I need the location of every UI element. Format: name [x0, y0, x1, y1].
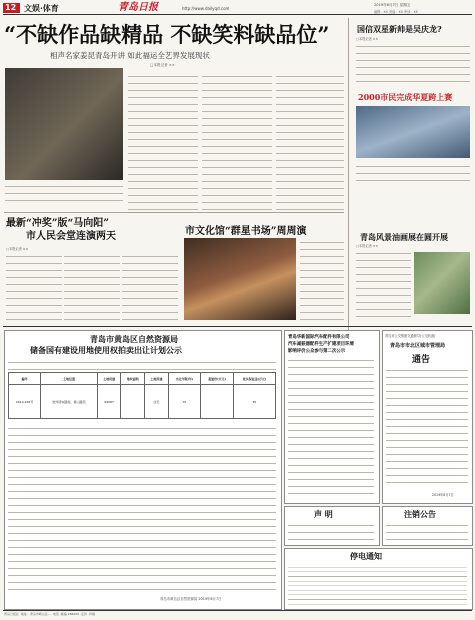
footer-rule — [3, 610, 472, 611]
right-top-title: 国信双星新帅是吴庆龙? — [357, 24, 442, 34]
main-subtitle: 相声名家姜昆青岛开讲 如此福运全艺界发展现状 — [50, 51, 210, 60]
table-header: 地块面积 — [121, 373, 145, 385]
right-low-text-col1 — [356, 249, 411, 319]
city-notice-org: 青岛市公交集团交通督导(公交轨道) — [385, 334, 436, 338]
power-title: 停电通知 — [350, 551, 382, 561]
right-mid-title: 2000市民完成华夏跨上赛 — [358, 92, 453, 102]
table-cell: 69087 — [97, 385, 121, 419]
table-header: 出让年限(年) — [168, 373, 201, 385]
newspaper-logo: 青岛日报 — [118, 2, 158, 13]
right-low-photo — [414, 252, 470, 314]
city-notice-date: 2019年6月7日 — [432, 493, 454, 497]
header-rule — [3, 14, 472, 15]
main-story-col3 — [276, 72, 344, 210]
table-cell: 住宅 — [145, 385, 169, 419]
table-header: 编号 — [9, 373, 41, 385]
left-story-text-col1 — [6, 252, 62, 320]
main-photo — [5, 68, 123, 180]
table-cell: 胶州湾东路南、黄山路西 — [41, 385, 98, 419]
right-mid-caption — [356, 162, 470, 186]
env-notice-body — [288, 356, 374, 498]
land-notice-line1: 青岛市黄岛区自然资源局 — [90, 334, 178, 344]
main-byline: □本报记者 ×× — [150, 63, 175, 67]
city-notice-body — [386, 366, 468, 486]
section-title: 文娱·体育 — [24, 3, 59, 13]
left-section-rule — [4, 212, 344, 213]
main-story-col2 — [202, 72, 272, 210]
env-notice-line2: 汽车减振器配件生产扩建项目环境 — [288, 342, 354, 347]
left-story-title: 最新“冲奖”版“马向阳” — [6, 218, 110, 229]
right-low-byline: □本报记者 ×× — [356, 244, 379, 248]
env-notice-line1: 青岛华新国际汽车配件有限公司 — [288, 335, 350, 340]
land-notice-table — [8, 372, 276, 419]
right-top-text — [356, 42, 470, 86]
footer-text: 青岛日报社 ·地址：青岛市崂山区… ·电话 ·邮编 266000 ·定价 ·印刷 — [4, 612, 95, 616]
right-low-title: 青岛风景油画展在圆开展 — [360, 232, 448, 242]
statement-body — [288, 521, 374, 541]
main-photo-caption — [5, 182, 123, 198]
table-cell: 2019-165号 — [9, 385, 41, 419]
power-table — [288, 563, 467, 605]
city-notice-title: 通告 — [412, 355, 431, 365]
table-cell: 70 — [168, 385, 201, 419]
table-header: 土地用途 — [145, 373, 169, 385]
bottom-band-rule — [3, 326, 472, 327]
header-url[interactable]: http://www.dailyqd.com — [182, 6, 230, 11]
cancel-title: 注销公告 — [404, 509, 436, 519]
column-divider — [348, 18, 349, 330]
page-number: 12 — [5, 3, 17, 12]
land-notice-intro — [8, 358, 276, 370]
table-cell: 35 — [233, 385, 275, 419]
env-notice-line3: 影响评价公众参与第二次公示 — [288, 349, 346, 354]
right-top-byline: □本报记者 ×× — [356, 37, 379, 41]
table-cell — [201, 385, 234, 419]
left-story-byline: □本报记者 ×× — [6, 247, 29, 251]
center-story-title: 市文化馆“群星书场”周周演 — [185, 226, 307, 237]
left-story-title2: 市人民会堂连演两天 — [26, 231, 116, 242]
table-header: 竞买保证金(万元) — [233, 373, 275, 385]
table-header: 起始价(万元) — [201, 373, 234, 385]
right-mid-photo — [356, 106, 470, 158]
left-story-text-col3 — [122, 252, 178, 320]
left-story-text-col2 — [64, 252, 120, 320]
main-headline: “不缺作品缺精品 不缺笑料缺品位” — [4, 22, 330, 47]
land-notice-body — [8, 424, 276, 594]
center-story-photo — [184, 238, 296, 320]
cancel-body — [386, 521, 468, 541]
header-editors: 编辑：XX 美编：XX 审读：XX — [374, 10, 418, 14]
land-notice-footer: 青岛市黄岛区自然资源局 2019年6月7日 — [160, 597, 222, 601]
main-story-col1 — [128, 72, 198, 210]
table-header: 土地用途 — [97, 373, 121, 385]
statement-title: 声 明 — [314, 509, 333, 519]
land-notice-line2: 储备国有建设用地使用权拍卖出让计划公示 — [30, 345, 182, 355]
table-cell — [121, 385, 145, 419]
center-story-text — [300, 238, 344, 320]
header-date: 2019年6月7日 星期五 — [374, 3, 411, 7]
city-notice-org2: 青岛市市北区城市管理局 — [390, 343, 446, 349]
table-header: 土地位置 — [41, 373, 98, 385]
